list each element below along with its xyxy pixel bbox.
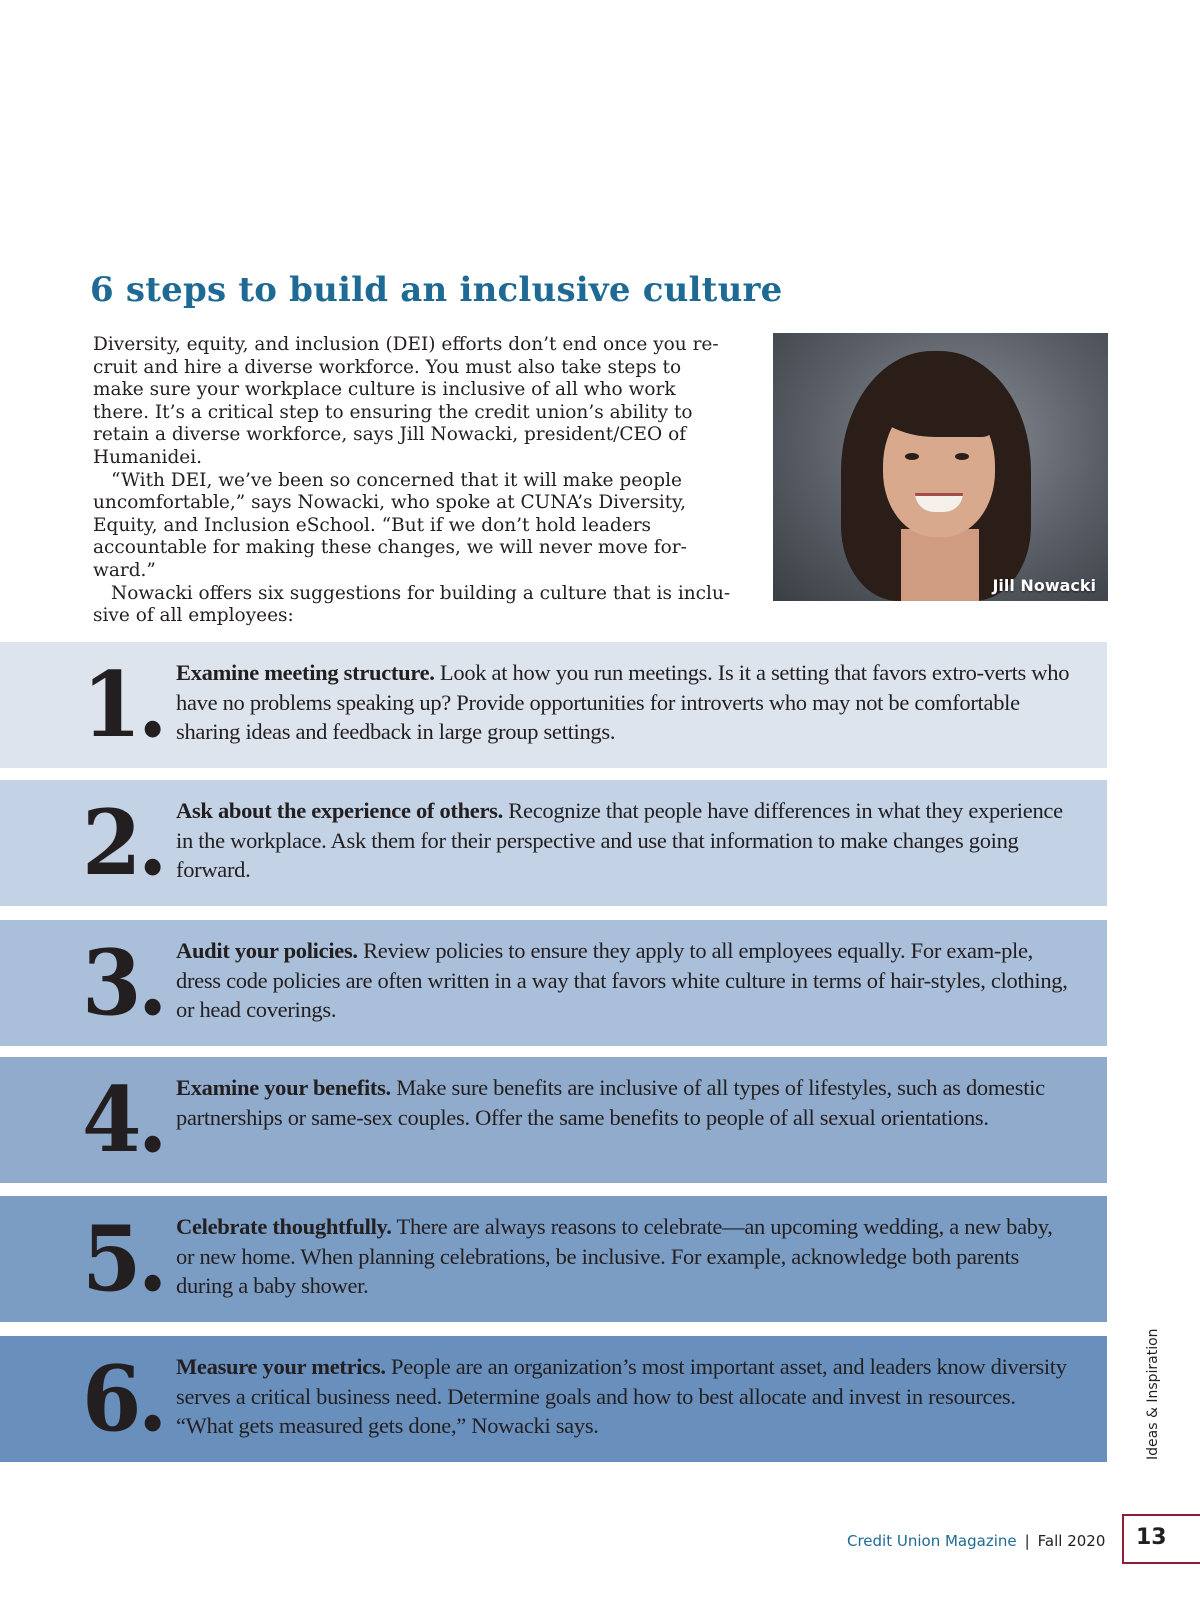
step-text xyxy=(176,658,1076,747)
step-body: Make sure benefits are inclusive of all types of lifestyles, such as domestic partnerships or same-sex couples. Offer the same benefits to people of all sexual orientations. xyxy=(176,1075,1045,1130)
step-body: Review policies to ensure they apply to all employees equally. For exam-ple, dress code policies are often written in a way that favors white culture in terms of hair-styles, clothing, or head coverings. xyxy=(176,938,1068,1022)
step-2 xyxy=(0,780,1107,906)
page-footer xyxy=(847,1532,1105,1550)
step-heading: Celebrate thoughtfully. xyxy=(176,1214,392,1239)
photo-eye xyxy=(955,453,969,460)
step-heading: Ask about the experience of others. xyxy=(176,798,503,823)
step-text xyxy=(176,1352,1076,1441)
step-number: 1. xyxy=(82,652,164,758)
magazine-name: Credit Union Magazine xyxy=(847,1532,1017,1550)
step-number: 3. xyxy=(82,930,164,1036)
intro-paragraph: “With DEI, we’ve been so concerned that it will make people uncomfortable,” says Nowacki, who spoke at CUNA’s Diversity, Equity, and Inclusion eSchool. “But if we don’t hold leaders accountable for making these changes, we will never move for-ward.” xyxy=(93,469,687,581)
step-6 xyxy=(0,1336,1107,1462)
page-number: 13 xyxy=(1136,1525,1167,1550)
footer-separator: | xyxy=(1024,1532,1030,1550)
step-number: 6. xyxy=(82,1346,164,1452)
issue-label: Fall 2020 xyxy=(1037,1532,1106,1550)
intro-paragraph: Nowacki offers six suggestions for building a culture that is inclu-sive of all employees: xyxy=(93,582,731,627)
step-heading: Measure your metrics. xyxy=(176,1354,386,1379)
step-number: 5. xyxy=(82,1206,164,1312)
portrait-photo xyxy=(773,333,1108,601)
step-text xyxy=(176,1212,1076,1301)
photo-caption: Jill Nowacki xyxy=(992,576,1096,595)
step-text xyxy=(176,1073,1076,1132)
step-text xyxy=(176,796,1076,885)
step-3 xyxy=(0,920,1107,1046)
article-intro xyxy=(93,334,733,628)
step-heading: Examine meeting structure. xyxy=(176,660,435,685)
step-4 xyxy=(0,1057,1107,1183)
step-heading: Examine your benefits. xyxy=(176,1075,391,1100)
step-body: People are an organization’s most important asset, and leaders know diversity serves a critical business need. Determine goals and how to best allocate and invest in resources. “What gets measured gets done,” Nowacki says. xyxy=(176,1354,1067,1438)
step-body: Recognize that people have differences in what they experience in the workplace. Ask them for their perspective and use that information to make changes going forward. xyxy=(176,798,1063,882)
step-body: Look at how you run meetings. Is it a setting that favors extro-verts who have no problems speaking up? Provide opportunities for introverts who may not be comfortable sharing ideas and feedback in large group settings. xyxy=(176,660,1070,744)
intro-paragraph: Diversity, equity, and inclusion (DEI) efforts don’t end once you re-cruit and hire a diverse workforce. You must also take steps to make sure your workplace culture is inclusive of all who work there. It’s a critical step to ensuring the credit union’s ability to retain a diverse workforce, says Jill Nowacki, president/CEO of Humanidei. xyxy=(93,334,719,468)
section-label: Ideas & Inspiration xyxy=(1145,1328,1161,1460)
step-text xyxy=(176,936,1076,1025)
photo-eye xyxy=(905,453,919,460)
step-number: 4. xyxy=(82,1067,164,1173)
article-title: 6 steps to build an inclusive culture xyxy=(90,270,783,310)
step-number: 2. xyxy=(82,790,164,896)
step-heading: Audit your policies. xyxy=(176,938,358,963)
step-1 xyxy=(0,642,1107,768)
step-body: There are always reasons to celebrate—an upcoming wedding, a new baby, or new home. When planning celebrations, be inclusive. For example, acknowledge both parents during a baby shower. xyxy=(176,1214,1053,1298)
photo-neck xyxy=(901,529,979,601)
step-5 xyxy=(0,1196,1107,1322)
